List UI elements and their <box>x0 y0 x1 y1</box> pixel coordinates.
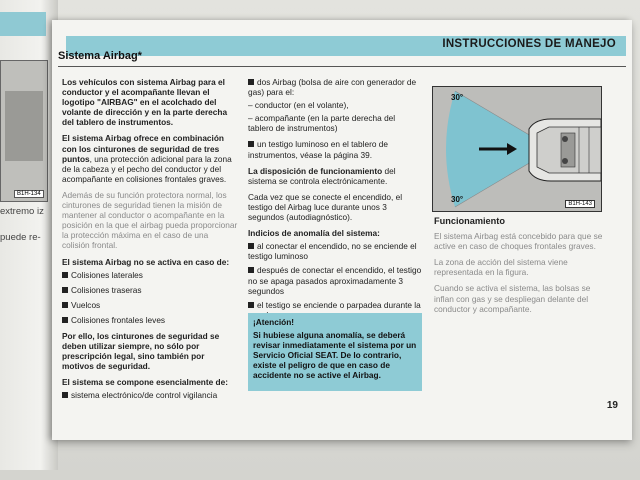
bullet-square-icon <box>248 243 254 249</box>
anomaly-title: Indicios de anomalía del sistema: <box>248 228 380 239</box>
funcionamiento-paragraph-1: El sistema Airbag está concebido para que se active en caso de choques frontales graves. <box>434 231 603 252</box>
list-item: el testigo se enciende o parpadea durante la <box>248 300 422 320</box>
warning-text: Si hubiese alguna anomalía, se deberá revisar inmediatamente el sistema por un Servicio Oficial SEAT. De lo contrario, existe el peligro de que en caso de accidente no se active el Airbag. <box>253 330 417 380</box>
bullet-square-icon <box>248 267 254 273</box>
self-test-paragraph: Cada vez que se conecte el encendido, el testigo del Airbag luce durante unos 3 segundos (autodiagnóstico). <box>248 191 403 223</box>
list-subitem: – conductor (en el volante), <box>248 100 349 111</box>
funcionamiento-paragraph-3: Cuando se activa el sistema, las bolsas se inflan con gas y se despliegan delante del conductor y acompañante. <box>434 283 591 314</box>
bullet-square-icon <box>62 272 68 278</box>
angle-bottom-label: 30° <box>451 195 464 204</box>
list-item: dos Airbag (bolsa de aire con generador de gas) para el: <box>248 77 417 98</box>
no-activation-title: El sistema Airbag no se activa en caso de: <box>62 256 230 267</box>
column-2 <box>248 77 422 326</box>
previous-figure-code: B1H-134 <box>14 190 44 198</box>
disposicion-paragraph: La disposición de funcionamiento del sistema se controla electrónicamente. <box>248 165 396 186</box>
previous-page-text-1: extremo iz <box>0 206 44 217</box>
bullet-square-icon <box>62 317 68 323</box>
bullet-square-icon <box>248 79 254 85</box>
manual-page <box>52 20 632 440</box>
warning-box <box>248 313 422 391</box>
figure-code: B1H-143 <box>565 200 595 208</box>
list-item: Vuelcos <box>62 300 238 310</box>
page-number: 19 <box>606 400 618 411</box>
combination-paragraph: El sistema Airbag ofrece en combinación con los cinturones de seguridad de tres puntos, una protección adicional para la zona de la cabeza y el pecho del conductor y del acompañante en colisiones frontales graves. <box>62 133 232 184</box>
bullet-square-icon <box>62 392 68 398</box>
bullet-square-icon <box>62 302 68 308</box>
airbag-zone-illustration <box>433 87 601 211</box>
funcionamiento-title: Funcionamiento <box>434 216 505 226</box>
list-item: sistema electrónico/de control vigilancia <box>62 390 238 400</box>
previous-page-text-2: puede re- <box>0 232 41 243</box>
section-divider <box>58 66 626 67</box>
car-front-icon <box>529 119 601 181</box>
list-item: al conectar el encendido, no se enciende el testigo luminoso <box>248 241 417 262</box>
intro-paragraph: Los vehículos con sistema Airbag para el conductor y el acompañante llevan el logotipo "AIRBAG" en el acolchado del volante de dirección y en la parte derecha del tablero de instrumentos. <box>62 77 228 128</box>
funcionamiento-paragraph-2: La zona de acción del sistema viene representada en la figura. <box>434 257 568 278</box>
list-subitem: – acompañante (en la parte derecha del tablero de instrumentos) <box>248 113 396 134</box>
belt-function-paragraph: Además de su función protectora normal, los cinturones de seguridad tienen la misión de mantener al conductor o acompañante en la posición en la que el airbag pueda proporcionar la protección máxima en el caso de una colisión frontal. <box>62 189 238 251</box>
column-3 <box>434 216 604 320</box>
airbag-zone-figure <box>432 86 602 212</box>
list-item: Colisiones traseras <box>62 285 238 295</box>
warning-title: ¡Atención! <box>253 317 295 327</box>
list-item: Colisiones frontales leves <box>62 315 238 325</box>
seatbelt-paragraph: Por ello, los cinturones de seguridad se deben utilizar siempre, no sólo por prescripción legal, sino también por motivos de seguridad. <box>62 330 220 372</box>
components-title: El sistema se compone esencialmente de: <box>62 377 229 388</box>
list-item: después de conectar el encendido, el testigo no se apaga pasados aproximadamente 3 segundos <box>248 265 422 296</box>
angle-top-label: 30° <box>451 93 464 102</box>
previous-page-figure <box>0 60 48 202</box>
bullet-square-icon <box>62 287 68 293</box>
section-title: Sistema Airbag* <box>58 50 142 62</box>
no-activation-list <box>62 270 238 325</box>
previous-page-header-band <box>0 12 46 36</box>
column-1 <box>62 77 238 401</box>
chapter-title: INSTRUCCIONES DE MANEJO <box>442 38 616 50</box>
bullet-square-icon <box>248 141 254 147</box>
list-item: Colisiones laterales <box>62 270 238 280</box>
previous-page-edge <box>0 0 58 470</box>
header-band <box>66 36 626 56</box>
list-item: un testigo luminoso en el tablero de instrumentos, véase la página 39. <box>248 139 388 160</box>
bullet-square-icon <box>248 302 254 308</box>
